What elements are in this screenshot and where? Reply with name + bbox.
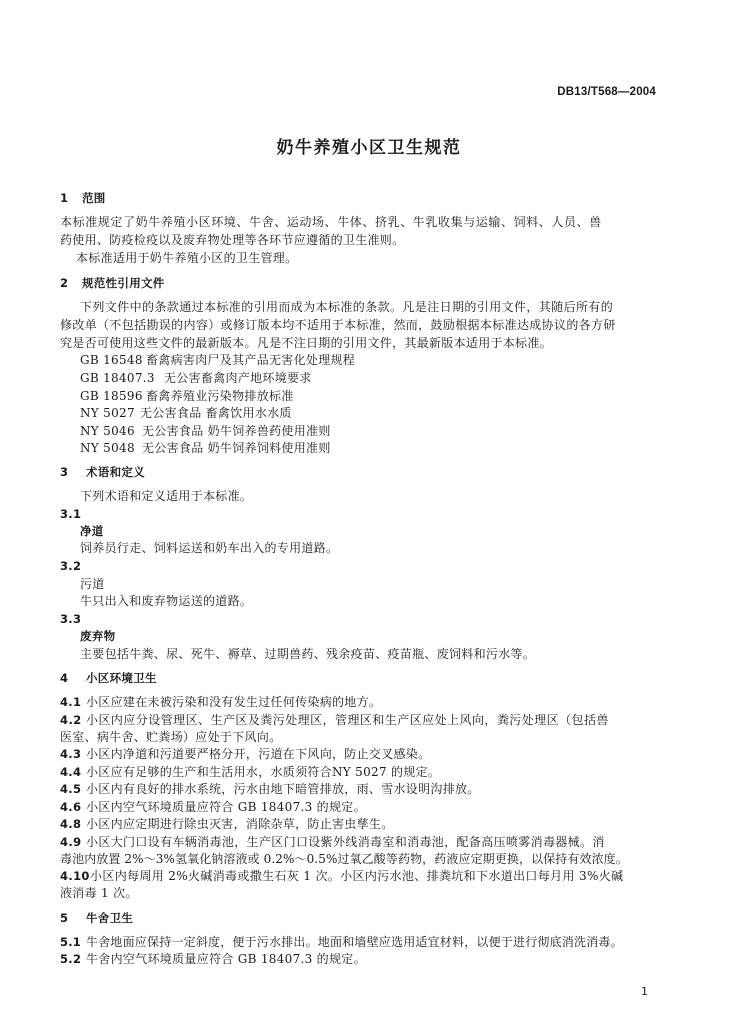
clause-item	[60, 868, 623, 884]
reference-title: 无公害食品 奶牛饲养饲料使用准则	[142, 441, 331, 455]
clause-text: 小区应建在未被污染和没有发生过任何传染病的地方。	[86, 695, 382, 709]
reference-item	[80, 423, 331, 439]
clause-text: 小区内应分设管理区、生产区及粪污处理区，管理区和生产区应处上风向，粪污处理区（包括兽	[86, 713, 609, 727]
section-1-heading	[60, 190, 106, 206]
standard-code: DB13/T568—2004	[557, 86, 656, 98]
section-3-heading	[60, 464, 145, 480]
section-number: 5	[60, 911, 69, 925]
term-definition: 主要包括牛粪、尿、死牛、褥草、过期兽药、残余疫苗、疫苗瓶、废饲料和污水等。	[80, 647, 536, 661]
clause-item	[60, 799, 366, 815]
clause-number: 5.1	[60, 935, 81, 949]
reference-title: 无公害畜禽肉产地环境要求	[164, 371, 312, 385]
clause-text: 小区内每周用 2%火碱消毒或撒生石灰 1 次。小区内污水池、排粪坑和下水道出口每月用 3%火碱	[90, 869, 624, 883]
term-number: 3.1	[60, 507, 82, 521]
clause-text: 小区大门口设有车辆消毒池，生产区门口设紫外线消毒室和消毒池，配备高压喷雾消毒器械。消	[86, 835, 605, 849]
section-title: 小区环境卫生	[86, 671, 157, 685]
reference-item	[80, 352, 355, 368]
paragraph-line: 下列术语和定义适用于本标准。	[80, 489, 253, 503]
section-4-heading	[60, 670, 157, 686]
reference-code: GB 16548	[80, 353, 143, 367]
reference-code: NY 5027	[80, 406, 135, 420]
clause-item	[60, 712, 609, 728]
term-name: 污道	[80, 577, 105, 591]
term-number: 3.2	[60, 559, 82, 573]
paragraph-line: 下列文件中的条款通过本标准的引用而成为本标准的条款。凡是注日期的引用文件，其随后所有的	[80, 300, 614, 314]
term-definition: 牛只出入和废弃物运送的道路。	[80, 594, 253, 608]
reference-title: 无公害食品 奶牛饲养兽药使用准则	[142, 424, 331, 438]
section-5-heading	[60, 910, 133, 926]
reference-item	[80, 440, 331, 456]
clause-continuation: 医室、病牛舍、贮粪场）应处于下风向。	[60, 730, 282, 744]
paragraph-line: 修改单（不包括勘误的内容）或修订版本均不适用于本标准，然而，鼓励根据本标准达成协议的各方研	[60, 318, 616, 332]
clause-text: 小区应有足够的生产和生活用水，水质须符合NY 5027 的规定。	[86, 765, 441, 779]
page-number: 1	[641, 985, 648, 998]
page-title: 奶牛养殖小区卫生规范	[276, 138, 462, 158]
clause-number: 4.2	[60, 713, 82, 727]
clause-continuation: 毒池内放置 2%～3%氢氧化钠溶液或 0.2%～0.5%过氧乙酸等药物，药液应定期更换，以保持有效浓度。	[60, 852, 628, 866]
clause-number: 4.3	[60, 747, 82, 761]
section-title: 牛舍卫生	[86, 911, 134, 925]
clause-text: 小区内空气环境质量应符合 GB 18407.3 的规定。	[86, 800, 366, 814]
reference-code: NY 5046	[80, 424, 135, 438]
clause-item	[60, 934, 623, 950]
section-2-heading	[60, 275, 165, 291]
clause-number: 4.8	[60, 817, 82, 831]
paragraph-line: 究是否可使用这些文件的最新版本。凡是不注日期的引用文件，其最新版本适用于本标准。	[60, 336, 553, 350]
clause-number: 4.9	[60, 835, 82, 849]
clause-number: 4.5	[60, 782, 82, 796]
reference-code: GB 18407.3	[80, 371, 155, 385]
clause-item	[60, 764, 440, 780]
clause-number: 4.4	[60, 765, 82, 779]
section-number: 4	[60, 671, 69, 685]
term-name: 废弃物	[80, 629, 116, 643]
reference-title: 畜禽养殖业污染物排放标准	[146, 389, 294, 403]
reference-item	[80, 405, 292, 421]
section-number: 3	[60, 465, 69, 479]
clause-number: 5.2	[60, 952, 82, 966]
clause-text: 小区内净道和污道要严格分开，污道在下风向，防止交叉感染。	[86, 747, 431, 761]
paragraph-line: 本标准适用于奶牛养殖小区的卫生管理。	[76, 251, 298, 265]
clause-item	[60, 834, 605, 850]
clause-text: 牛舍内空气环境质量应符合 GB 18407.3 的规定。	[86, 952, 366, 966]
section-title: 术语和定义	[86, 465, 145, 479]
reference-item	[80, 370, 312, 386]
clause-number: 4.1	[60, 695, 82, 709]
section-number: 2	[60, 276, 69, 290]
reference-code: GB 18596	[80, 389, 143, 403]
clause-number: 4.10	[60, 869, 90, 883]
reference-title: 畜禽病害肉尸及其产品无害化处理规程	[146, 353, 356, 367]
section-title: 规范性引用文件	[82, 276, 165, 290]
reference-title: 无公害食品 畜禽饮用水水质	[140, 406, 292, 420]
clause-number: 4.6	[60, 800, 82, 814]
clause-text: 小区内有良好的排水系统，污水由地下暗管排放，雨、雪水设明沟排放。	[86, 782, 480, 796]
clause-item	[60, 951, 366, 967]
reference-code: NY 5048	[80, 441, 135, 455]
section-title: 范围	[82, 191, 106, 205]
clause-text: 小区内应定期进行除虫灭害，消除杂草，防止害虫孳生。	[86, 817, 394, 831]
clause-item	[60, 746, 430, 762]
clause-text: 牛舍地面应保持一定斜度，便于污水排出。地面和墙壁应选用适宜材料，以便于进行彻底消洗消毒。	[86, 935, 623, 949]
section-number: 1	[60, 191, 69, 205]
term-definition: 饲养员行走、饲料运送和奶车出入的专用道路。	[80, 541, 339, 555]
term-name: 净道	[80, 524, 104, 538]
clause-item	[60, 781, 480, 797]
paragraph-line: 药使用、防疫检疫以及废弃物处理等各环节应遵循的卫生准则。	[60, 233, 405, 247]
term-number: 3.3	[60, 612, 82, 626]
clause-item	[60, 694, 381, 710]
clause-item	[60, 816, 394, 832]
clause-continuation: 液消毒 1 次。	[60, 886, 138, 900]
reference-item	[80, 388, 294, 404]
paragraph-line: 本标准规定了奶牛养殖小区环境、牛舍、运动场、牛体、挤乳、牛乳收集与运输、饲料、人员、兽	[60, 215, 602, 229]
